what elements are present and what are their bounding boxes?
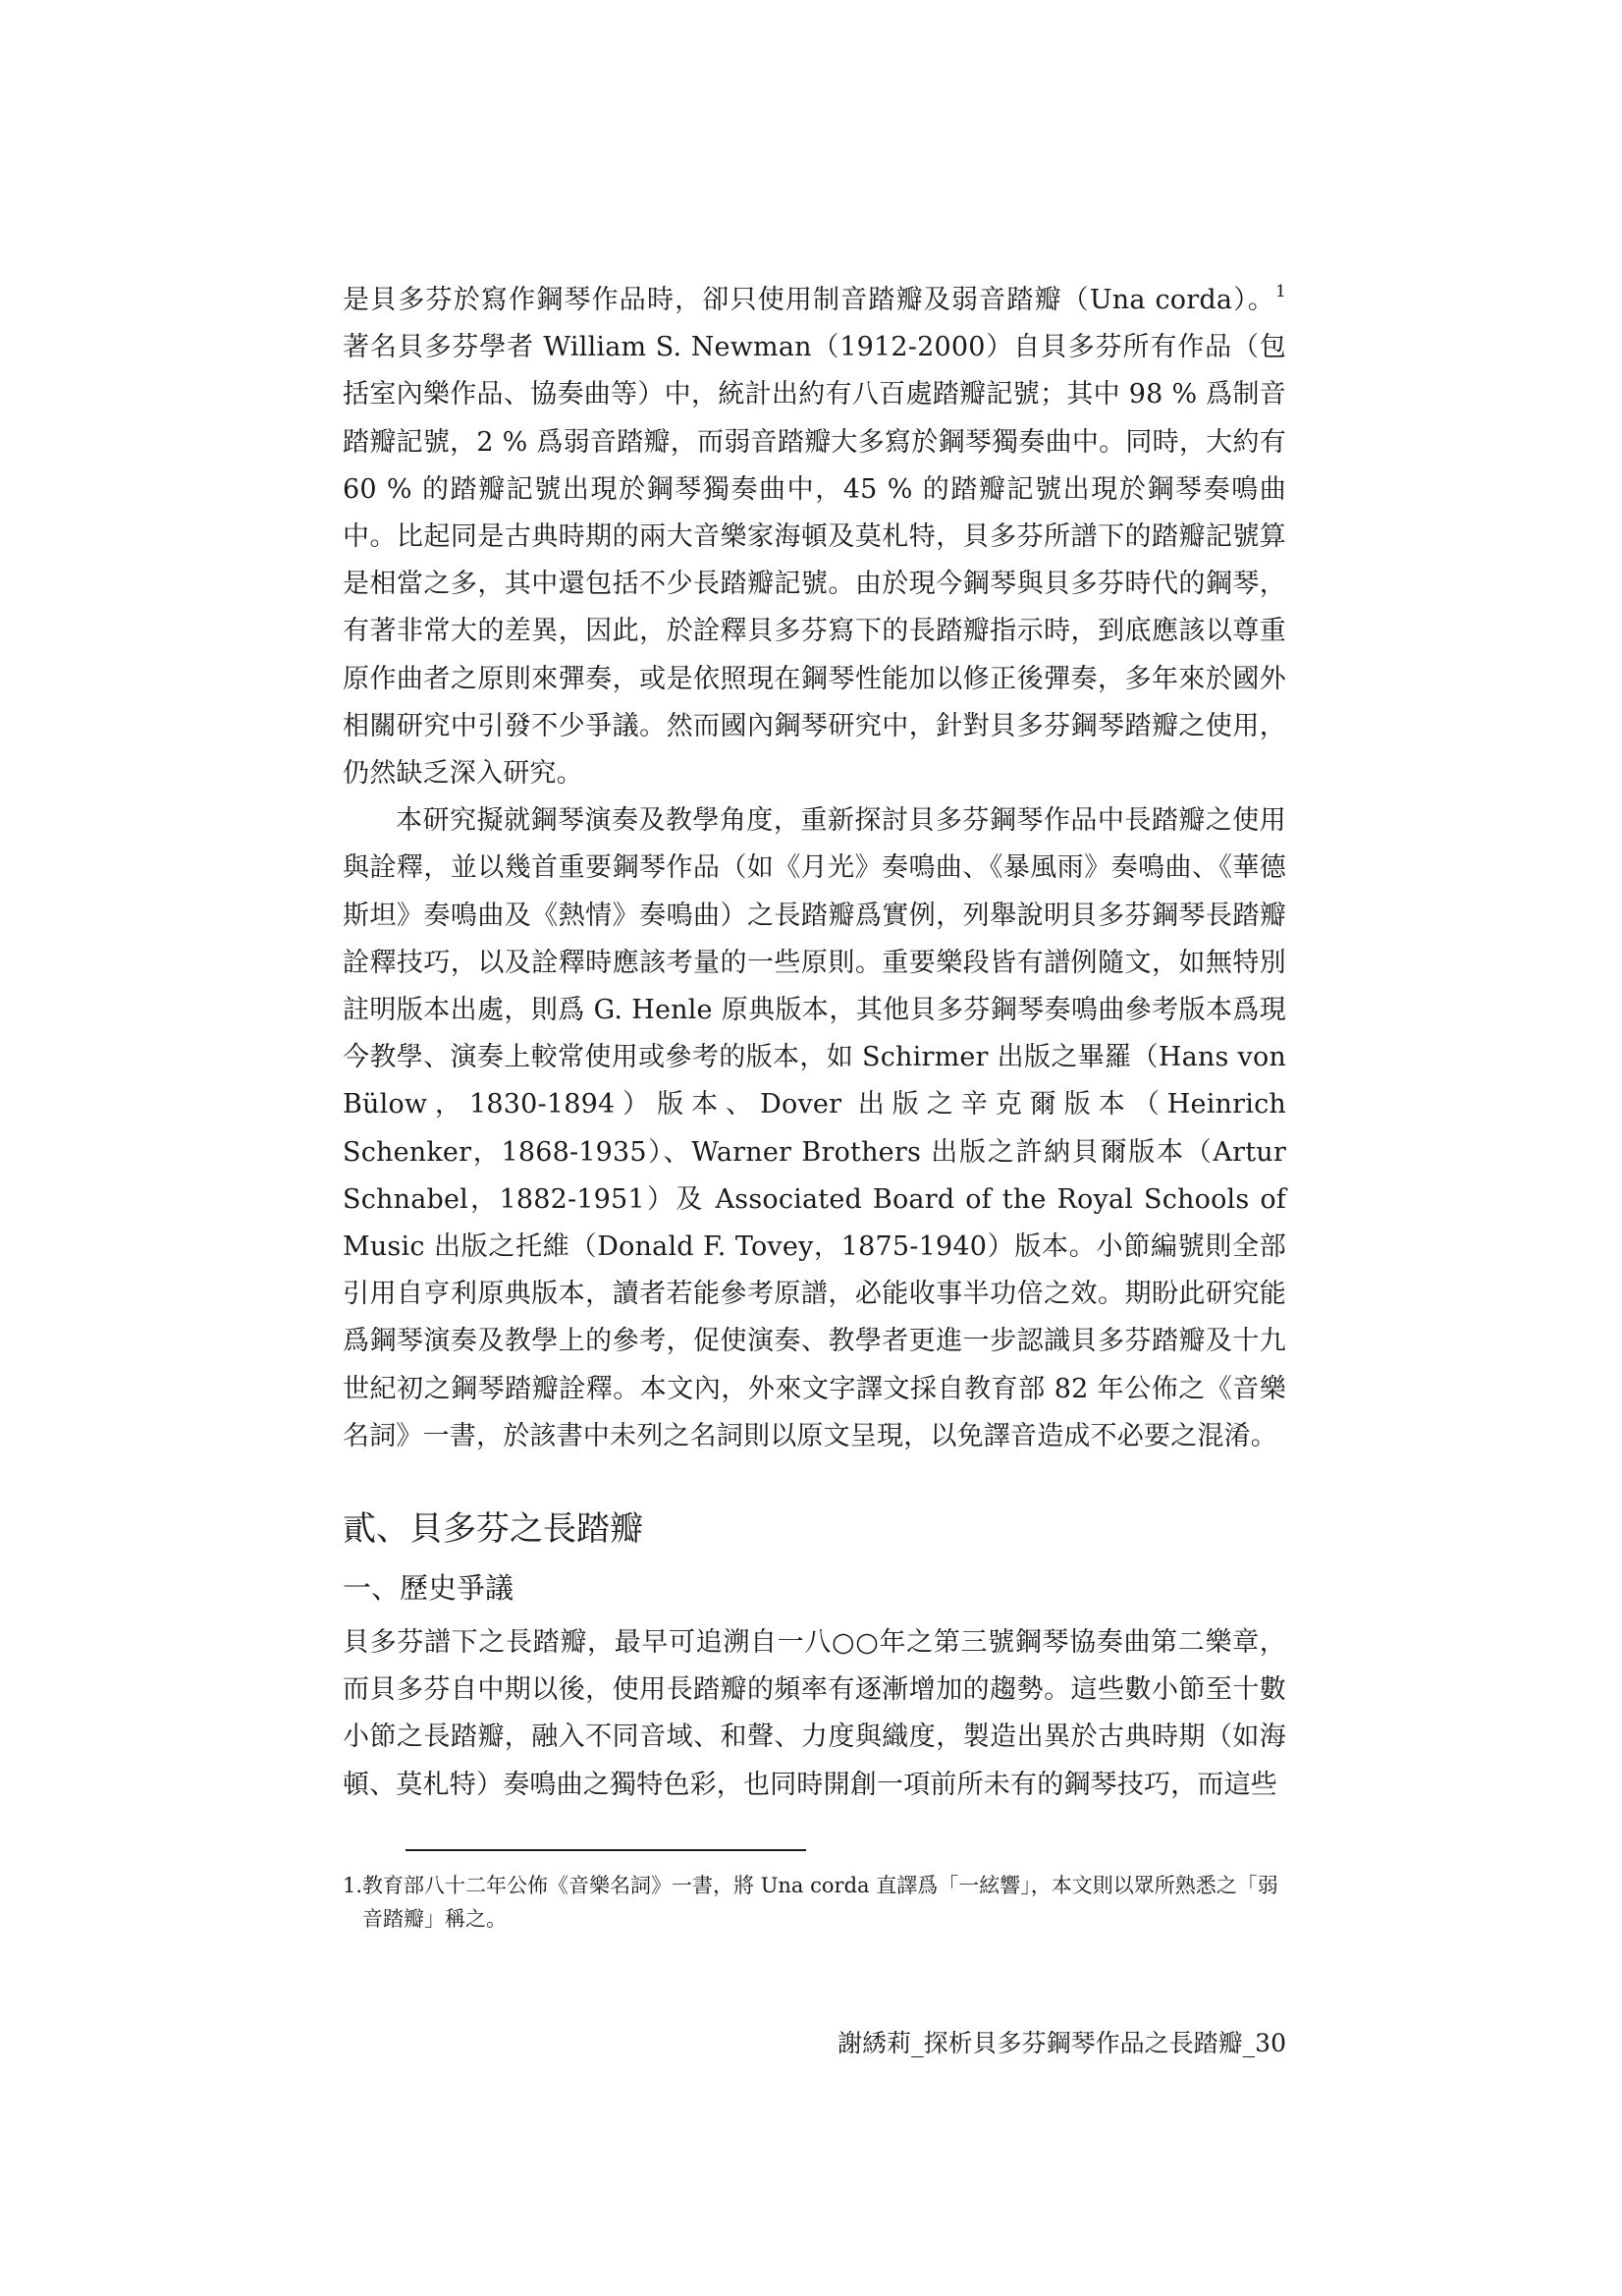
footnote-divider xyxy=(406,1849,806,1851)
main-text-column xyxy=(343,277,1286,1809)
body-paragraph-2: 本研究擬就鋼琴演奏及教學角度，重新探討貝多芬鋼琴作品中長踏瓣之使用與詮釋，並以幾首重要鋼琴作品（如《月光》奏鳴曲、《暴風雨》奏鳴曲、《華德斯坦》奏鳴曲及《熱情》奏鳴曲）之長踏瓣爲實例，列舉說明貝多芬鋼琴長踏瓣詮釋技巧，以及詮釋時應該考量的一些原則。重要樂段皆有譜例隨文，如無特別註明版本出處，則爲 G. Henle 原典版本，其他貝多芬鋼琴奏鳴曲參考版本爲現今教學、演奏上較常使用或參考的版本，如 Schirmer 出版之畢羅（Hans von Bülow，1830-1894）版本、Dover 出版之辛克爾版本（Heinrich Schenker，1868-1935）、Warner Brothers 出版之許納貝爾版本（Artur Schnabel，1882-1951）及 Associated Board of the Royal Schools of Music 出版之托維（Donald F. Tovey，1875-1940）版本。小節編號則全部引用自亨利原典版本，讀者若能參考原譜，必能收事半功倍之效。期盼此研究能爲鋼琴演奏及教學上的參考，促使演奏、教學者更進一步認識貝多芬踏瓣及十九世紀初之鋼琴踏瓣詮釋。本文內，外來文字譯文採自教育部 82 年公佈之《音樂名詞》一書，於該書中未列之名詞則以原文呈現，以免譯音造成不必要之混淆。 xyxy=(343,805,1286,1451)
body-paragraph-3: 貝多芬譜下之長踏瓣，最早可追溯自一八○○年之第三號鋼琴協奏曲第二樂章，而貝多芬自中期以後，使用長踏瓣的頻率有逐漸增加的趨勢。這些數小節至十數小節之長踏瓣，融入不同音域、和聲、力度與織度，製造出異於古典時期（如海頓、莫札特）奏鳴曲之獨特色彩，也同時開創一項前所未有的鋼琴技巧，而這些 xyxy=(343,1627,1286,1800)
subsection-heading: 一、歷史爭議 xyxy=(343,1571,514,1606)
footnote-reference[interactable]: 1 xyxy=(1274,282,1286,301)
section-heading: 貳、貝多芬之長踏瓣 xyxy=(343,1509,643,1550)
footnote-1: 1.教育部八十二年公佈《音樂名詞》一書，將 Una corda 直譯爲「一絃響」，本文則以眾所熟悉之「弱音踏瓣」稱之。 xyxy=(343,1874,1278,1931)
body-paragraph-1 xyxy=(343,277,1286,797)
paragraph-1-rest: 著名貝多芬學者 William S. Newman（1912-2000）自貝多芬所有作品（包括室內樂作品、協奏曲等）中，統計出約有八百處踏瓣記號；其中 98 % 爲制音踏瓣記號，2 % 爲弱音踏瓣，而弱音踏瓣大多寫於鋼琴獨奏曲中。同時，大約有 60 % 的踏瓣記號出現於鋼琴獨奏曲中，45 % 的踏瓣記號出現於鋼琴奏鳴曲中。比起同是古典時期的兩大音樂家海頓及莫札特，貝多芬所譜下的踏瓣記號算是相當之多，其中還包括不少長踏瓣記號。由於現今鋼琴與貝多芬時代的鋼琴，有著非常大的差異，因此，於詮釋貝多芬寫下的長踏瓣指示時，到底應該以尊重原作曲者之原則來彈奏，或是依照現在鋼琴性能加以修正後彈奏，多年來於國外相關研究中引發不少爭議。然而國內鋼琴研究中，針對貝多芬鋼琴踏瓣之使用，仍然缺乏深入研究。 xyxy=(343,332,1286,790)
paragraph-1-start: 是貝多芬於寫作鋼琴作品時，卻只使用制音踏瓣及弱音踏瓣（Una corda）。 xyxy=(343,285,1275,315)
running-footer: 謝綉莉_探析貝多芬鋼琴作品之長踏瓣_30 xyxy=(838,2029,1286,2057)
